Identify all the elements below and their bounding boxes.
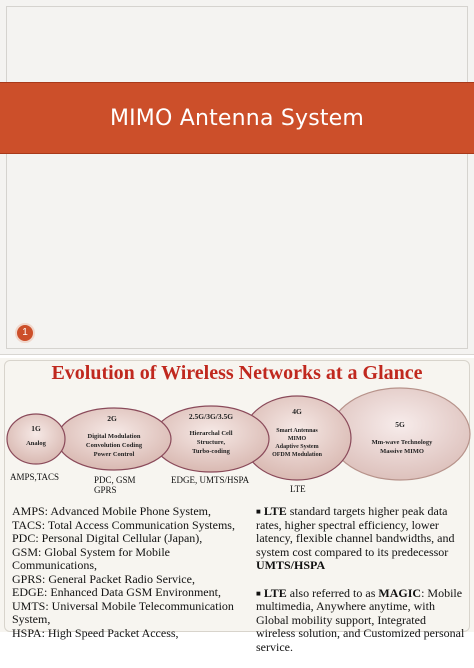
gen-4g-line: MIMO	[287, 436, 307, 442]
ellipse-1g	[7, 414, 65, 464]
list-item: TACS: Total Access Communication Systems,	[12, 517, 235, 532]
lte-text: standard targets higher peak data rates, higher spectral efficiency, lower latency, flexible channel bandwidths, and system cost compared to its predecessor	[256, 504, 455, 559]
list-item: Communications,	[12, 558, 97, 572]
title-band	[0, 82, 474, 154]
label-1g: AMPS,TACS	[10, 472, 60, 482]
lte-paragraph-1	[256, 505, 468, 573]
list-item: System,	[12, 612, 51, 626]
lte-term: LTE	[263, 585, 287, 600]
list-item: GSM: Global System for Mobile	[12, 544, 170, 559]
gen-2g-line: Convolution Coding	[85, 442, 143, 449]
slide-title: MIMO Antenna System	[109, 106, 365, 131]
generations-diagram	[0, 388, 474, 508]
magic-intro: also referred to as	[286, 585, 379, 600]
lte-paragraph-2	[256, 587, 468, 655]
gen-1g-name: 1G	[31, 424, 41, 433]
gen-4g-line: OFDM Modulation	[272, 452, 322, 458]
list-item: AMPS: Advanced Mobile Phone System,	[12, 504, 212, 518]
gen-5g-line: Massive MIMO	[380, 448, 424, 455]
gen-4g-line: Adaptive System	[275, 444, 319, 450]
lte-notes	[256, 505, 468, 668]
gen-1g-line: Analog	[26, 440, 46, 447]
label-2g-b: GPRS	[94, 485, 117, 495]
list-item: EDGE: Enhanced Data GSM Environment,	[12, 585, 221, 599]
gen-3g-line: Turbo-coding	[192, 448, 230, 455]
gen-2g-line: Digital Modulation	[87, 433, 141, 440]
square-bullet-icon: ■	[256, 588, 261, 598]
label-2g: PDC, GSM	[94, 475, 136, 485]
gen-5g-name: 5G	[395, 420, 405, 429]
list-item: GPRS: General Packet Radio Service,	[12, 571, 195, 586]
list-item: PDC: Personal Digital Cellular (Japan),	[12, 531, 203, 545]
magic-text: : Mobile multimedia, Anywhere anytime, with Global mobility support, Integrated wireless solution, and Customized personal service.	[256, 585, 465, 654]
page-number-badge: 1	[15, 323, 35, 343]
list-item: HSPA: High Speed Packet Access,	[12, 625, 179, 640]
square-bullet-icon: ■	[256, 507, 261, 516]
label-3g: EDGE, UMTS/HSPA	[171, 475, 250, 485]
gen-4g-line: Smart Antennas	[276, 428, 318, 434]
magic-term: MAGIC	[378, 585, 422, 600]
gen-2g-name: 2G	[107, 414, 117, 423]
gen-3g-line: Structure,	[196, 439, 226, 446]
umts-term: UMTS/HSPA	[256, 558, 326, 572]
acronym-list	[12, 505, 242, 640]
list-item: UMTS: Universal Mobile Telecommunication	[12, 598, 234, 613]
content-slide	[0, 358, 474, 654]
gen-5g-line: Mm-wave Technology	[371, 439, 433, 446]
label-4g: LTE	[290, 484, 306, 494]
slide2-title: Evolution of Wireless Networks at a Glance	[51, 362, 423, 384]
gen-4g-name: 4G	[292, 407, 302, 416]
gen-2g-line: Power Control	[93, 451, 135, 458]
slide-border	[6, 6, 468, 349]
lte-term: LTE	[263, 504, 287, 518]
gen-3g-name: 2.5G/3G/3.5G	[188, 412, 234, 421]
gen-3g-line: Hierarchal Cell	[189, 430, 233, 437]
